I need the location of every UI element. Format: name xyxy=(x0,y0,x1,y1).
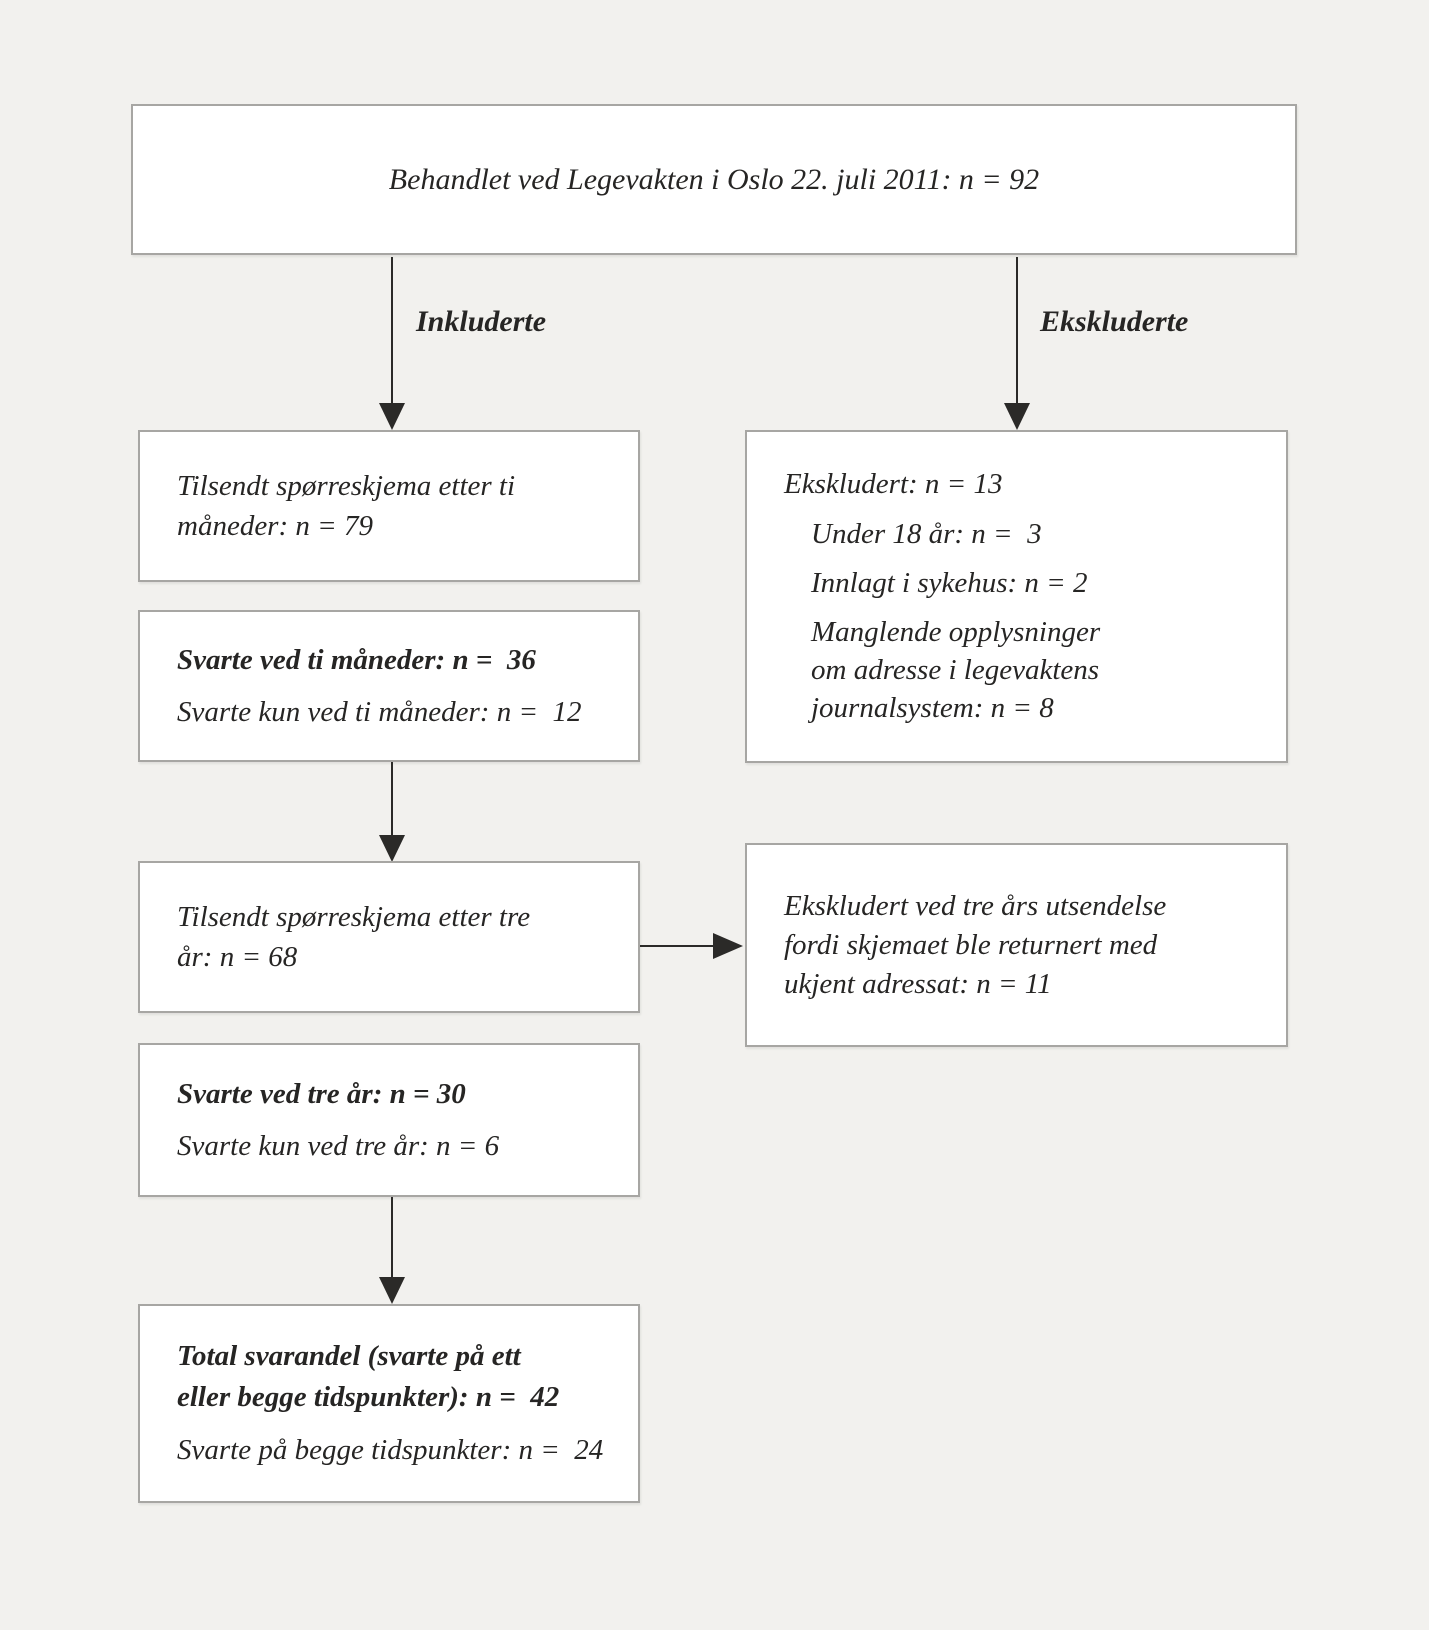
answered-only-ten-months-line: Svarte kun ved ti måneder: n = 12 xyxy=(177,696,582,728)
excluded-three-years-line-2: fordi skjemaet ble returnert med xyxy=(784,928,1158,961)
total-response-bold-line-2: eller begge tidspunkter): n = 42 xyxy=(177,1381,560,1413)
arrow-excluded-head-icon xyxy=(1004,403,1030,430)
box-answered-ten-months xyxy=(138,610,640,762)
arrow-to-total-head-icon xyxy=(379,1277,405,1304)
arrow-excluded-three-years-head-icon xyxy=(713,933,743,959)
excluded-item-line: om adresse i legevaktens xyxy=(811,654,1100,686)
arrow-included-stem xyxy=(391,257,393,404)
excluded-item-line: journalsystem: n = 8 xyxy=(811,692,1054,724)
excluded-title: Ekskludert: n = 13 xyxy=(784,468,1003,500)
box-treated-legevakten xyxy=(131,104,1297,255)
box-answered-three-years xyxy=(138,1043,640,1197)
arrow-to-total-stem xyxy=(391,1197,393,1279)
arrow-to-three-years-head-icon xyxy=(379,835,405,862)
excluded-item-missing-address xyxy=(811,613,1274,727)
answered-both-times-line: Svarte på begge tidspunkter: n = 24 xyxy=(177,1434,604,1466)
answered-three-years-bold-line: Svarte ved tre år: n = 30 xyxy=(177,1078,466,1110)
box-total-response xyxy=(138,1304,640,1503)
excluded-item-line: Innlagt i sykehus: n = 2 xyxy=(811,567,1088,599)
box-excluded-three-years xyxy=(745,843,1288,1047)
box-sent-questionnaire-three-years xyxy=(138,861,640,1013)
answered-only-three-years-line: Svarte kun ved tre år: n = 6 xyxy=(177,1130,500,1162)
excluded-three-years-line-3: ukjent adressat: n = 11 xyxy=(784,967,1052,1000)
excluded-three-years-line-1: Ekskludert ved tre års utsendelse xyxy=(784,889,1167,922)
box-excluded xyxy=(745,430,1288,763)
excluded-items xyxy=(784,504,1274,727)
excluded-item-hospitalized xyxy=(811,564,1274,602)
label-excluded: Ekskluderte xyxy=(1040,305,1189,338)
excluded-item-line: Manglende opplysninger xyxy=(811,616,1101,648)
sent-three-years-line-1: Tilsendt spørreskjema etter tre xyxy=(177,901,531,933)
label-included: Inkluderte xyxy=(416,305,547,338)
sent-ten-months-line-1: Tilsendt spørreskjema etter ti xyxy=(177,470,516,502)
excluded-item-under-18 xyxy=(811,515,1274,553)
arrow-excluded-three-years-stem xyxy=(640,945,714,947)
sent-three-years-line-2: år: n = 68 xyxy=(177,941,298,973)
treated-legevakten-text: Behandlet ved Legevakten i Oslo 22. juli 2011: n = 92 xyxy=(388,162,1040,196)
arrow-included-head-icon xyxy=(379,403,405,430)
excluded-item-line: Under 18 år: n = 3 xyxy=(811,518,1042,550)
total-response-bold-line-1: Total svarandel (svarte på ett xyxy=(177,1340,521,1372)
arrow-to-three-years-stem xyxy=(391,762,393,836)
arrow-excluded-stem xyxy=(1016,257,1018,404)
box-sent-questionnaire-ten-months xyxy=(138,430,640,582)
answered-ten-months-bold-line: Svarte ved ti måneder: n = 36 xyxy=(177,644,536,676)
sent-ten-months-line-2: måneder: n = 79 xyxy=(177,510,373,542)
